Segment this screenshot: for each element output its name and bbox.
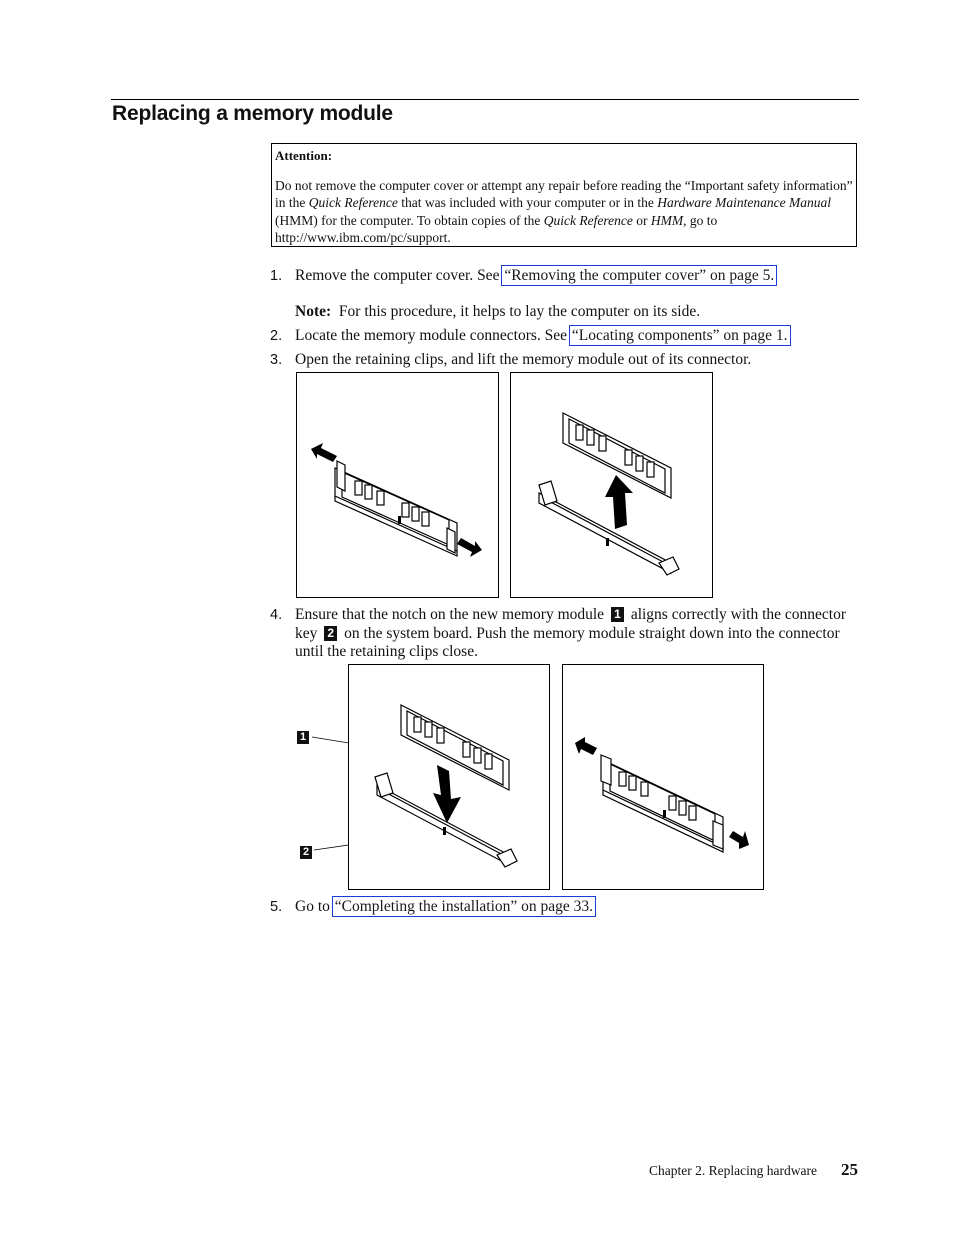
figure-insert-module xyxy=(348,664,550,890)
step-5: 5. Go to “Completing the installation” on page 33. xyxy=(270,898,594,915)
attention-box xyxy=(271,143,857,247)
footer-chapter: Chapter 2. Replacing hardware xyxy=(649,1163,817,1178)
callout-2: 2 xyxy=(324,626,337,641)
step-1: 1. Remove the computer cover. See “Removing the computer cover” on page 5. xyxy=(270,267,775,284)
figure-lift-module xyxy=(510,372,713,598)
figure-open-clips xyxy=(296,372,499,598)
figure-callout-2: 2 xyxy=(300,846,312,859)
page-title: Replacing a memory module xyxy=(112,102,393,125)
link-removing-cover[interactable]: “Removing the computer cover” on page 5. xyxy=(504,267,775,284)
attention-text: Do not remove the computer cover or attempt any repair before reading the “Important safety information” in the Quick Reference that was included with your computer or in the Hardware Maintenance Manual (HMM) for the computer. To obtain copies of the Quick Reference or HMM, go to http://www.ibm.com/pc/support. xyxy=(275,177,853,245)
link-completing-installation[interactable]: “Completing the installation” on page 33. xyxy=(334,898,594,915)
attention-label: Attention: xyxy=(275,148,333,163)
step-4: 4. Ensure that the notch on the new memory module 1 aligns correctly with the connector key 2 on the system board. Push the memory module straight down into the connector until the retaining clips close. xyxy=(270,606,847,660)
step-2: 2. Locate the memory module connectors. See “Locating components” on page 1. xyxy=(270,327,788,344)
page-number: 25 xyxy=(841,1160,858,1179)
link-locating-components[interactable]: “Locating components” on page 1. xyxy=(571,327,788,344)
figure-callout-1: 1 xyxy=(297,731,309,744)
section-rule xyxy=(111,99,859,100)
step-3: 3. Open the retaining clips, and lift the memory module out of its connector. xyxy=(270,351,752,368)
note: Note: For this procedure, it helps to lay the computer on its side. xyxy=(295,303,701,320)
figure-clips-closed xyxy=(562,664,764,890)
callout-1: 1 xyxy=(611,607,624,622)
